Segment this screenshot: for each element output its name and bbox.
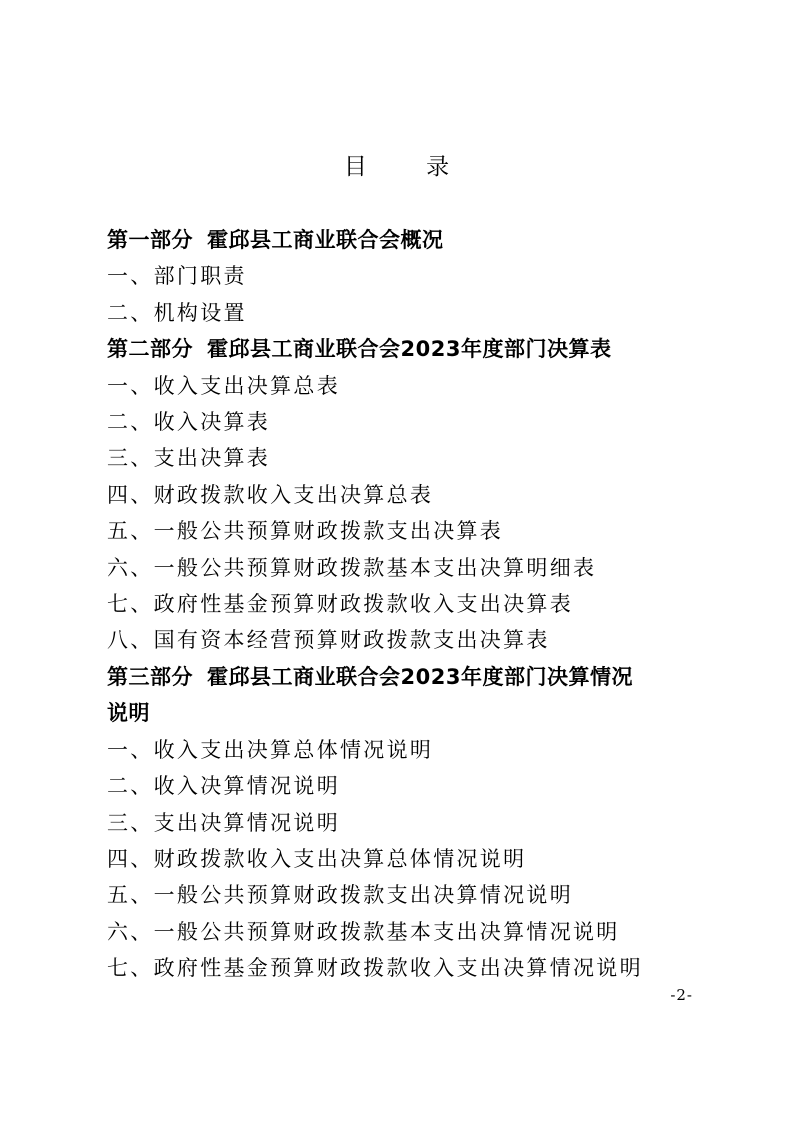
toc-item[interactable]: 一、收入支出决算总表 (107, 373, 340, 398)
part-two-heading[interactable] (107, 331, 717, 367)
part-one-label: 第一部分 (107, 228, 193, 252)
toc-item[interactable]: 三、支出决算情况说明 (107, 810, 340, 835)
part-one-name: 霍邱县工商业联合会概况 (207, 228, 444, 252)
toc-item[interactable]: 二、收入决算表 (107, 410, 271, 435)
toc-item[interactable]: 四、财政拨款收入支出决算总体情况说明 (107, 846, 527, 871)
table-of-contents (107, 222, 717, 987)
page-number: -2- (670, 986, 693, 1004)
toc-item[interactable]: 一、收入支出决算总体情况说明 (107, 737, 434, 762)
toc-item[interactable]: 三、支出决算表 (107, 446, 271, 471)
toc-item[interactable]: 五、一般公共预算财政拨款支出决算情况说明 (107, 883, 573, 908)
toc-item[interactable]: 五、一般公共预算财政拨款支出决算表 (107, 519, 504, 544)
toc-item[interactable]: 二、机构设置 (107, 300, 247, 325)
toc-item[interactable]: 一、部门职责 (107, 264, 247, 289)
toc-item[interactable]: 二、收入决算情况说明 (107, 774, 340, 799)
toc-item[interactable]: 六、一般公共预算财政拨款基本支出决算情况说明 (107, 919, 620, 944)
part-one-heading[interactable] (107, 222, 717, 258)
part-three-heading[interactable] (107, 659, 717, 695)
page-title: 目 录 (343, 154, 476, 180)
toc-item[interactable]: 七、政府性基金预算财政拨款收入支出决算表 (107, 592, 573, 617)
part-two-label: 第二部分 (107, 337, 193, 362)
toc-item[interactable]: 七、政府性基金预算财政拨款收入支出决算情况说明 (107, 956, 643, 981)
toc-item[interactable]: 八、国有资本经营预算财政拨款支出决算表 (107, 628, 550, 653)
part-three-name: 霍邱县工商业联合会2023年度部门决算情况 (207, 664, 633, 689)
toc-item[interactable]: 四、财政拨款收入支出决算总表 (107, 482, 434, 507)
part-two-name: 霍邱县工商业联合会2023年度部门决算表 (207, 337, 612, 362)
part-three-heading-continued: 说明 (107, 701, 150, 726)
toc-item[interactable]: 六、一般公共预算财政拨款基本支出决算明细表 (107, 555, 597, 580)
part-three-label: 第三部分 (107, 664, 193, 689)
